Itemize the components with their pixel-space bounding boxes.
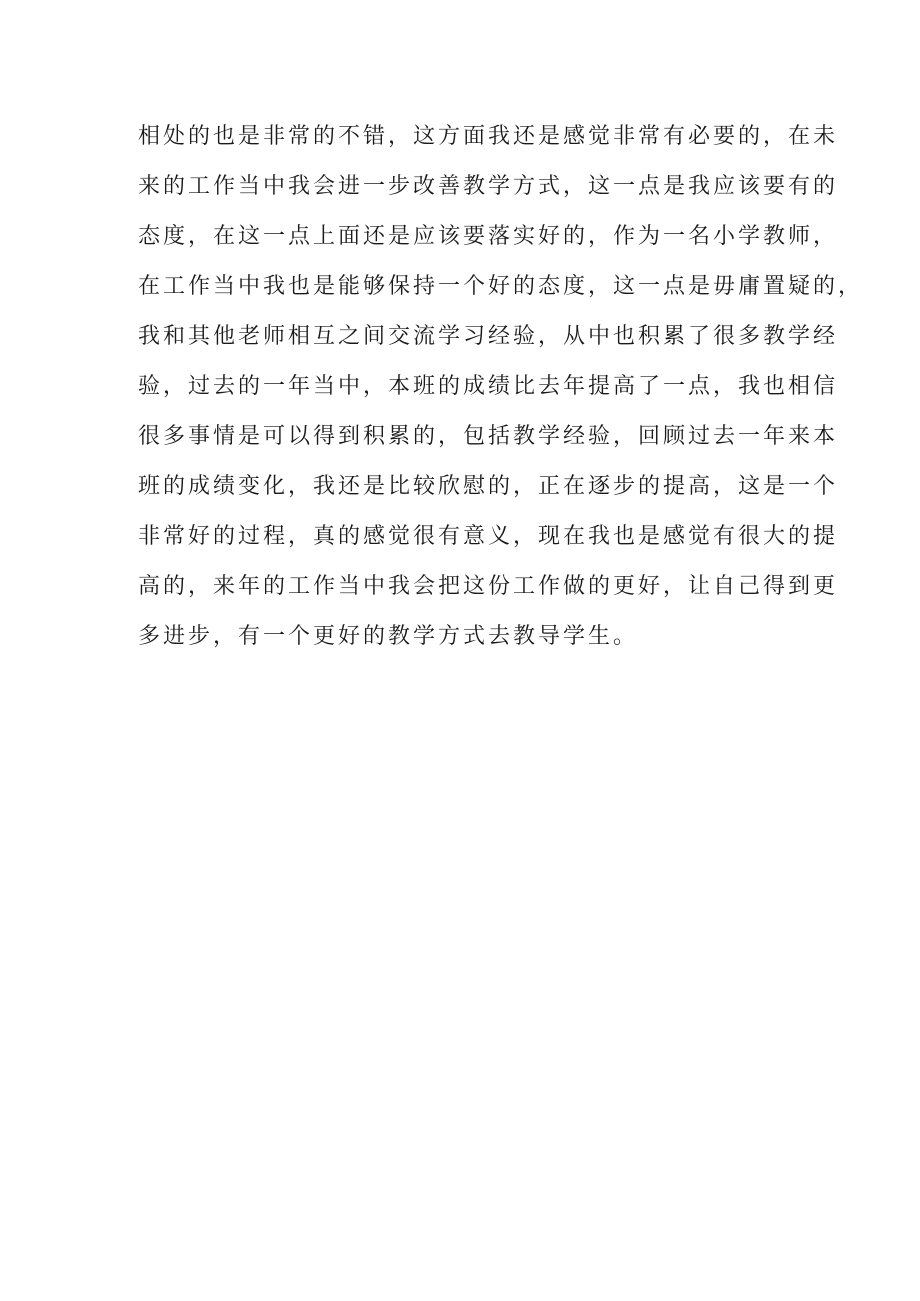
text-line-8: 班的成绩变化，我还是比较欣慰的，正在逐步的提高，这是一个	[138, 474, 839, 499]
text-line-5: 我和其他老师相互之间交流学习经验，从中也积累了很多教学经	[138, 324, 839, 349]
text-line-1: 相处的也是非常的不错，这方面我还是感觉非常有必要的，在未	[138, 124, 839, 149]
text-line-4: 在工作当中我也是能够保持一个好的态度，这一点是毋庸置疑的，	[138, 274, 864, 299]
text-line-2: 来的工作当中我会进一步改善教学方式，这一点是我应该要有的	[138, 174, 839, 199]
text-line-10: 高的，来年的工作当中我会把这份工作做的更好，让自己得到更	[138, 574, 839, 599]
text-line-6: 验，过去的一年当中，本班的成绩比去年提高了一点，我也相信	[138, 374, 839, 399]
text-line-7: 很多事情是可以得到积累的，包括教学经验，回顾过去一年来本	[138, 424, 839, 449]
text-line-11: 多进步，有一个更好的教学方式去教导学生。	[138, 624, 639, 649]
text-line-9: 非常好的过程，真的感觉很有意义，现在我也是感觉有很大的提	[138, 524, 839, 549]
text-line-3: 态度，在这一点上面还是应该要落实好的，作为一名小学教师，	[138, 224, 839, 249]
body-paragraph	[138, 112, 864, 662]
